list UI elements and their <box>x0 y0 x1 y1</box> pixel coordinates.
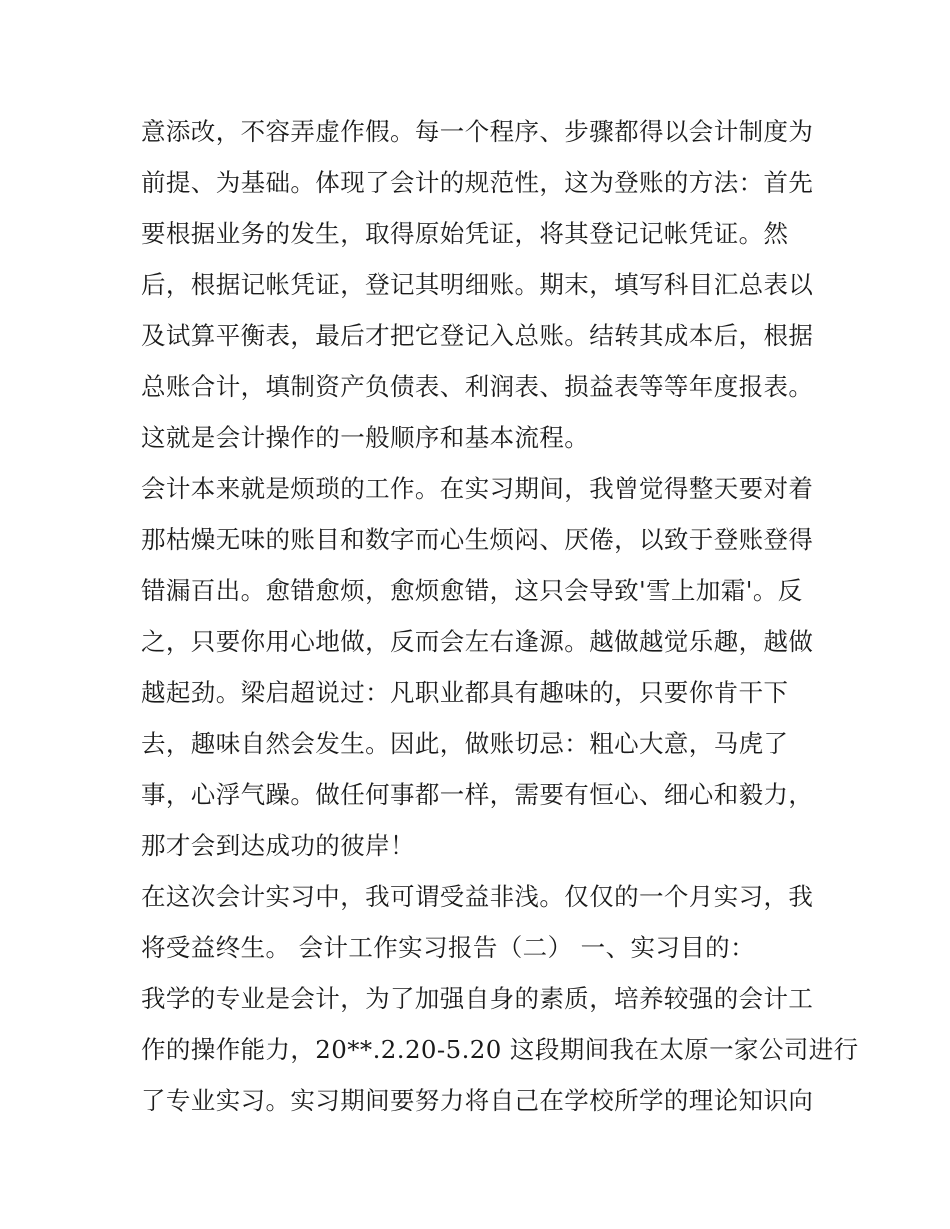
text-line: 总账合计，填制资产负债表、利润表、损益表等等年度报表。 <box>141 372 814 401</box>
document-body <box>141 106 859 1126</box>
text-line: 将受益终生。 会计工作实习报告（二） 一、实习目的： <box>141 933 755 962</box>
text-line: 事，心浮气躁。做任何事都一样，需要有恒心、细心和毅力， <box>141 780 814 809</box>
text-line: 越起劲。梁启超说过：凡职业都具有趣味的，只要你肯干下 <box>141 678 789 707</box>
text-line: 作的操作能力，20**.2.20-5.20 这段期间我在太原一家公司进行 <box>141 1035 859 1064</box>
text-line: 去，趣味自然会发生。因此，做账切忌：粗心大意，马虎了 <box>141 729 789 758</box>
text-line: 会计本来就是烦琐的工作。在实习期间，我曾觉得整天要对着 <box>141 474 814 503</box>
text-line: 之，只要你用心地做，反而会左右逢源。越做越觉乐趣，越做 <box>141 627 814 656</box>
text-line: 意添改，不容弄虚作假。每一个程序、步骤都得以会计制度为 <box>141 117 814 146</box>
text-line: 错漏百出。愈错愈烦，愈烦愈错，这只会导致'雪上加霜'。反 <box>141 576 803 605</box>
text-line: 我学的专业是会计，为了加强自身的素质，培养较强的会计工 <box>141 984 814 1013</box>
text-line: 前提、为基础。体现了会计的规范性，这为登账的方法：首先 <box>141 168 814 197</box>
text-line: 那枯燥无味的账目和数字而心生烦闷、厌倦，以致于登账登得 <box>141 525 814 554</box>
text-line: 及试算平衡表，最后才把它登记入总账。结转其成本后，根据 <box>141 321 814 350</box>
text-line: 了专业实习。实习期间要努力将自己在学校所学的理论知识向 <box>141 1086 814 1115</box>
text-line: 这就是会计操作的一般顺序和基本流程。 <box>141 423 590 452</box>
text-line: 那才会到达成功的彼岸！ <box>141 831 415 860</box>
text-line: 在这次会计实习中，我可谓受益非浅。仅仅的一个月实习，我 <box>141 882 814 911</box>
text-line: 要根据业务的发生，取得原始凭证，将其登记记帐凭证。然 <box>141 219 789 248</box>
text-line: 后，根据记帐凭证，登记其明细账。期末，填写科目汇总表以 <box>141 270 814 299</box>
